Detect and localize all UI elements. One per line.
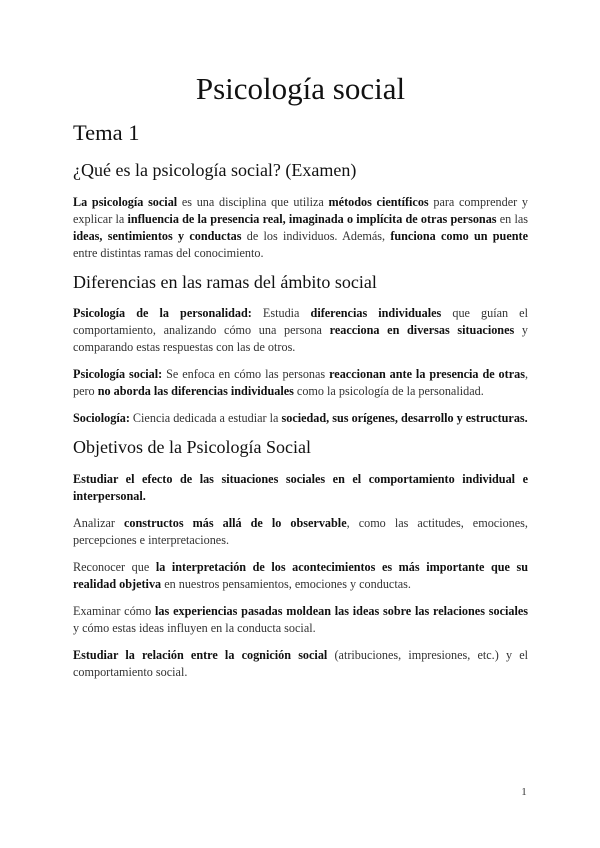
objective-paragraph — [73, 559, 528, 593]
text-run: Ciencia dedicada a estudiar la — [129, 411, 282, 426]
text-run: para comprender y explicar la — [73, 194, 528, 226]
bold-phrase: La psicología social — [73, 194, 178, 209]
bold-phrase: la interpretación de los acontecimientos es más importante que su realidad objetiva — [73, 559, 528, 591]
text-run: y comparando estas respuestas con las de otros. — [73, 323, 529, 355]
objective-paragraph — [73, 515, 528, 549]
bold-phrase: funciona como un puente — [390, 228, 528, 243]
page-content — [73, 70, 528, 691]
text-run: Examinar cómo — [73, 603, 156, 618]
text-run: y cómo estas ideas influyen en la conducta social. — [73, 620, 316, 635]
document-title: Psicología social — [195, 71, 406, 106]
bold-phrase: Psicología de la personalidad: — [73, 306, 252, 321]
bold-phrase: Psicología social: — [73, 367, 163, 382]
definition-paragraph — [73, 194, 528, 262]
text-run: Analizar — [73, 515, 124, 530]
objective-paragraph — [73, 603, 528, 637]
section-heading-definition: ¿Qué es la psicología social? (Examen) — [73, 160, 357, 181]
objective-paragraph — [73, 647, 528, 681]
bold-phrase: métodos científicos — [328, 194, 429, 209]
bold-phrase: sociedad, sus orígenes, desarrollo y estructuras. — [281, 411, 528, 426]
bold-phrase: ideas, sentimientos y conductas — [73, 228, 242, 243]
text-run: Estudia — [251, 306, 311, 321]
bold-phrase: las experiencias pasadas moldean las ideas sobre las relaciones sociales — [155, 603, 528, 618]
text-run: que guían el comportamiento, analizando cómo una persona — [73, 306, 528, 338]
topic-heading: Tema 1 — [73, 120, 140, 146]
bold-phrase: influencia de la presencia real, imaginada o implícita de otras personas — [127, 211, 497, 226]
bold-phrase: Estudiar la relación entre la cognición social — [73, 647, 328, 662]
sociology-paragraph — [73, 410, 528, 427]
social-psychology-paragraph — [73, 366, 528, 400]
section-heading-differences: Diferencias en las ramas del ámbito social — [73, 271, 377, 292]
bold-phrase: Sociología: — [73, 411, 130, 426]
text-run: Reconocer que — [73, 559, 156, 574]
section-heading-objectives: Objetivos de la Psicología Social — [73, 437, 311, 458]
bold-phrase: Estudiar el efecto de las situaciones sociales en el comportamiento individual e interpersonal. — [73, 471, 528, 503]
text-run: en las — [496, 211, 528, 226]
text-run: (atribuciones, impresiones, etc.) y el comportamiento social. — [73, 647, 529, 679]
bold-phrase: no aborda las diferencias individuales — [97, 384, 294, 399]
personality-paragraph — [73, 305, 528, 356]
objective-paragraph — [73, 471, 528, 505]
text-run: , como las actitudes, emociones, percepciones e interpretaciones. — [73, 515, 528, 547]
text-run: en nuestros pensamientos, emociones y conductas. — [161, 576, 411, 591]
page-number: 1 — [521, 786, 527, 798]
text-run: como la psicología de la personalidad. — [293, 384, 484, 399]
bold-phrase: reacciona en diversas situaciones — [329, 323, 515, 338]
bold-phrase: constructos más allá de lo observable — [124, 515, 347, 530]
bold-phrase: reaccionan ante la presencia de otras — [329, 367, 525, 382]
text-run: es una disciplina que utiliza — [177, 194, 329, 209]
text-run: Se enfoca en cómo las personas — [162, 367, 330, 382]
text-run: , pero — [73, 367, 528, 399]
bold-phrase: diferencias individuales — [310, 306, 442, 321]
text-run: entre distintas ramas del conocimiento. — [73, 245, 264, 260]
text-run: de los individuos. Además, — [241, 228, 391, 243]
